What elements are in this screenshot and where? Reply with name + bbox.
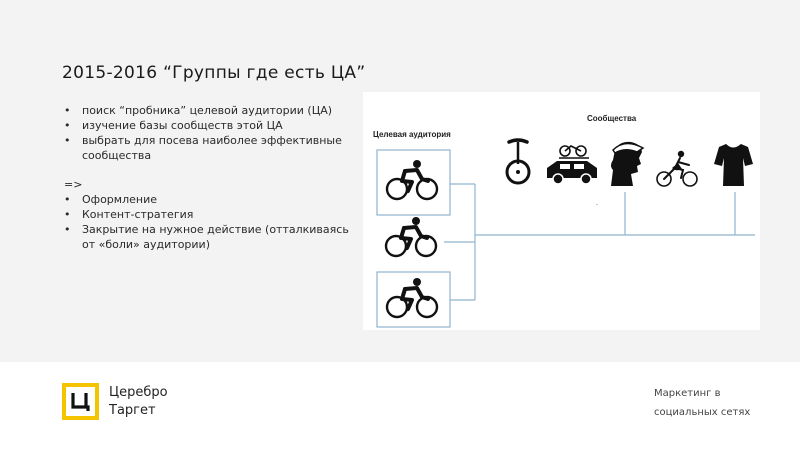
- bullet-item: • поиск “пробника” целевой аудитории (ЦА): [62, 103, 362, 118]
- cyclist-icon: [387, 278, 437, 317]
- bullet-list-top: [62, 103, 362, 163]
- helmet-head-icon: [607, 138, 645, 188]
- bullet-item: • изучение базы сообществ этой ЦА: [62, 118, 362, 133]
- logo-line-2: Таргет: [109, 403, 156, 418]
- bullet-block: [62, 103, 362, 252]
- woman-cycling-icon: [652, 146, 702, 188]
- bullet-list-bottom: [62, 192, 362, 252]
- footer-caption-line-1: Маркетинг в: [654, 388, 721, 399]
- diagram-graphics: [363, 92, 760, 330]
- footer-caption-line-2: социальных сетях: [654, 407, 751, 418]
- bullet-item: • выбрать для посева наиболее эффективные сообщества: [62, 133, 362, 163]
- unicycle-icon: [500, 139, 536, 187]
- cyclist-icon: [387, 160, 437, 199]
- logo-line-1: Церебро: [109, 385, 168, 400]
- audience-communities-diagram: [363, 92, 760, 330]
- communities-label: Сообщества: [587, 114, 637, 123]
- cyclist-icon: [386, 217, 436, 256]
- bullet-item: • Оформление: [62, 192, 362, 207]
- logo-icon: [62, 383, 99, 420]
- slide-title: 2015-2016 “Группы где есть ЦА”: [62, 63, 366, 83]
- logo-glyph-icon: [70, 391, 91, 412]
- connector-lines: [444, 184, 755, 300]
- arrow-text: =>: [64, 178, 83, 191]
- footer-caption: [654, 384, 750, 422]
- audience-label: Целевая аудитория: [373, 130, 451, 139]
- car-with-bikes-icon: [544, 140, 600, 187]
- bullet-item: • Контент-стратегия: [62, 207, 362, 222]
- cycling-jersey-icon: [711, 140, 755, 188]
- logo-text: [109, 384, 168, 420]
- bullet-item: • Закрытие на нужное действие (отталкиваясь от «боли» аудитории): [62, 222, 362, 252]
